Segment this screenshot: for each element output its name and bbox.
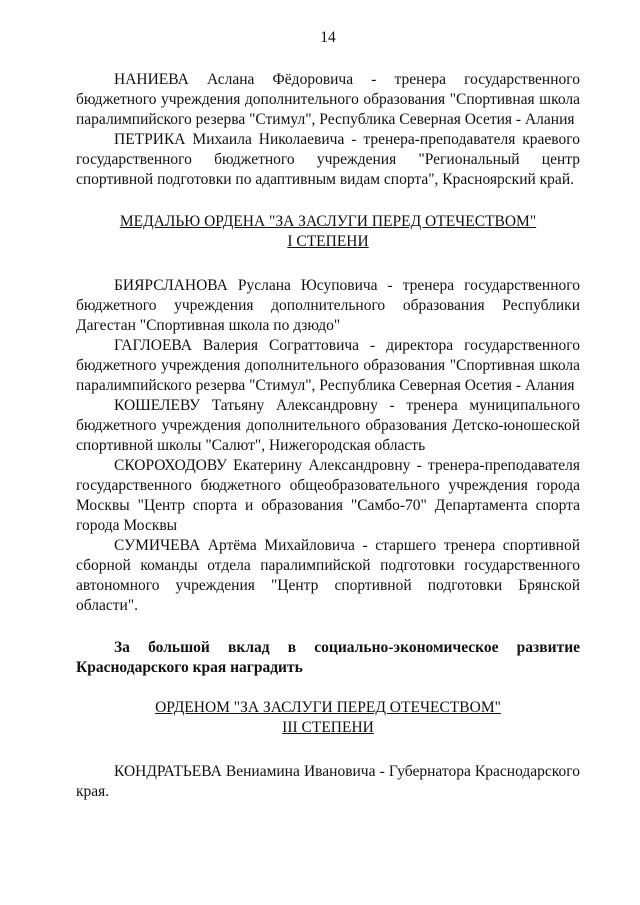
decree-text: За большой вклад в социально-экономическое развитие Краснодарского края наградить <box>76 639 580 676</box>
awardee-paragraph: СУМИЧЕВА Артёма Михайловича - старшего тренера спортивной сборной команды отдела паралимпийской подготовки государственного автономного учреждения "Центр спортивной подготовки Брянской области". <box>76 537 580 614</box>
medal-heading-line2: I СТЕПЕНИ <box>287 233 369 250</box>
awardee-paragraph: КОНДРАТЬЕВА Вениамина Ивановича - Губернатора Краснодарского края. <box>76 763 580 800</box>
awardee-paragraph: БИЯРСЛАНОВА Руслана Юсуповича - тренера государственного бюджетного учреждения дополнительного образования Республики Дагестан "Спортивная школа по дзюдо" <box>76 277 580 334</box>
medal-section-heading <box>76 212 580 252</box>
order-section-heading <box>76 698 580 738</box>
awardee-paragraph: КОШЕЛЕВУ Татьяну Александровну - тренера муниципального бюджетного учреждения дополнительного образования Детско-юношеской спортивной школы "Салют", Нижегородская область <box>76 397 580 454</box>
awardee-paragraph: НАНИЕВА Аслана Фёдоровича - тренера государственного бюджетного учреждения дополнительного образования "Спортивная школа паралимпийского резерва "Стимул", Республика Северная Осетия - Алания <box>76 71 580 128</box>
medal-heading-line1: МЕДАЛЬЮ ОРДЕНА "ЗА ЗАСЛУГИ ПЕРЕД ОТЕЧЕСТВОМ" <box>119 213 537 230</box>
awardee-paragraph: СКОРОХОДОВУ Екатерину Александровну - тренера-преподавателя государственного бюджетного общеобразовательного учреждения города Москвы "Центр спорта и образования "Самбо-70" Департамента спорта города Москвы <box>76 457 580 534</box>
awardee-paragraph: ПЕТРИКА Михаила Николаевича - тренера-преподавателя краевого государственного бюджетного учреждения "Региональный центр спортивной подготовки по адаптивным видам спорта", Красноярский край. <box>76 131 580 188</box>
page-number: 14 <box>320 29 336 46</box>
order-heading-line2: III СТЕПЕНИ <box>282 719 374 736</box>
order-heading-line1: ОРДЕНОМ "ЗА ЗАСЛУГИ ПЕРЕД ОТЕЧЕСТВОМ" <box>155 699 501 716</box>
awardee-paragraph: ГАГЛОЕВА Валерия Сограттовича - директора государственного бюджетного учреждения дополнительного образования "Спортивная школа паралимпийского резерва "Стимул", Республика Северная Осетия - Алания <box>76 337 580 394</box>
